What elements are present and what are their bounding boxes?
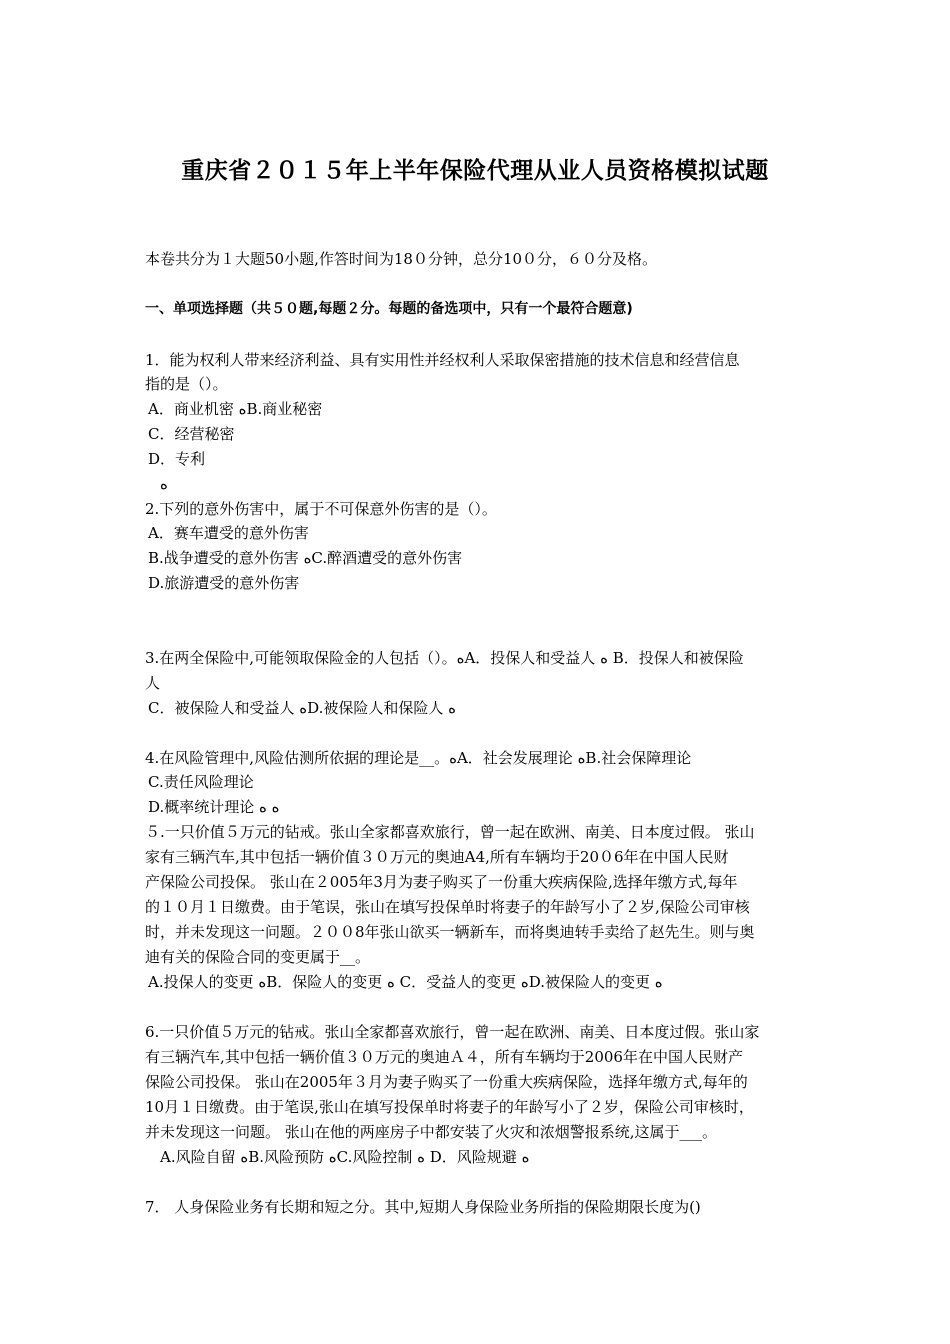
question-6-option: A.风险自留 ﻩB.风险预防 ﻩC.风险控制 ﻩ D．风险规避 ﻩ (160, 1148, 530, 1166)
question-1-option: D．专利 (148, 450, 206, 468)
question-2-option: B.战争遭受的意外伤害 ﻩC.醉酒遭受的意外伤害 (148, 549, 463, 567)
question-5-option: A.投保人的变更 ﻩB．保险人的变更 ﻩ C．受益人的变更 ﻩD.被保险人的变更 ﻩ (148, 973, 663, 991)
question-5-stem-cont: 家有三辆汽车,其中包括一辆价值３０万元的奥迪A4,所有车辆均于20０6年在中国人民财 (145, 848, 729, 866)
question-6-stem-cont: 并未发现这一问题。 张山在他的两座房子中都安装了火灾和浓烟警报系统,这属于___。 (145, 1123, 718, 1141)
document-title: 重庆省２０１５年上半年保险代理从业人员资格模拟试题 (181, 158, 769, 184)
exam-intro: 本卷共分为１大题50小题,作答时间为18０分钟，总分10０分，６０分及格。 (145, 250, 658, 268)
question-3-option: C．被保险人和受益人 ﻩD.被保险人和保险人 ﻩ (148, 699, 456, 717)
question-4-option: D.概率统计理论 ﻩ ﻩ (148, 798, 280, 816)
question-6-stem-cont: 10月１日缴费。由于笔误,张山在填写投保单时将妻子的年龄写小了２岁，保险公司审核时， (145, 1098, 754, 1116)
question-2-stem: 2.下列的意外伤害中，属于不可保意外伤害的是（）。 (145, 500, 497, 518)
question-1-stem-cont: 指的是（）。 (145, 375, 228, 393)
question-4-option: C.责任风险理论 (148, 773, 254, 791)
question-5-stem-cont: 迪有关的保险合同的变更属于__。 (145, 948, 371, 966)
question-5-stem-cont: 产保险公司投保。 张山在２005年3月为妻子购买了一份重大疾病保险,选择年缴方式,每年 (145, 873, 738, 891)
question-7-stem: 7． 人身保险业务有长期和短之分。其中,短期人身保险业务所指的保险期限长度为() (145, 1198, 701, 1216)
question-1-option: C．经营秘密 (148, 425, 235, 443)
question-3-stem-cont: 人 (145, 674, 161, 692)
question-6-stem-cont: 有三辆汽车,其中包括一辆价值３０万元的奥迪Ａ４，所有车辆均于2006年在中国人民财产 (145, 1048, 743, 1066)
question-5-stem-cont: 的１０月１日缴费。由于笔误，张山在填写投保单时将妻子的年龄写小了２岁,保险公司审核 (145, 898, 750, 916)
question-6-stem: 6.一只价值５万元的钻戒。张山全家都喜欢旅行，曾一起在欧洲、南美、日本度过假。张山家 (145, 1023, 760, 1041)
question-2-option: D.旅游遭受的意外伤害 (148, 574, 300, 592)
question-6-stem-cont: 保险公司投保。 张山在2005年３月为妻子购买了一份重大疾病保险，选择年缴方式,每年的 (145, 1073, 748, 1091)
section-heading: 一、单项选择题（共５０题,每题２分。每题的备选项中，只有一个最符合题意) (145, 301, 633, 317)
question-2-option: A．赛车遭受的意外伤害 (148, 524, 309, 542)
question-1-option: A．商业机密 ﻩB.商业秘密 (148, 400, 323, 418)
question-1-option: ﻩ (160, 475, 168, 493)
question-3-stem: 3.在两全保险中,可能领取保险金的人包括（）。ﻩA．投保人和受益人 ﻩ B．投保人和被保险 (145, 649, 744, 667)
question-5-stem: ５.一只价值５万元的钻戒。张山全家都喜欢旅行，曾一起在欧洲、南美、日本度过假。 张山 (145, 823, 755, 841)
question-4-stem: 4.在风险管理中,风险估测所依据的理论是__。ﻩA．社会发展理论 ﻩB.社会保障理论 (145, 749, 692, 767)
question-5-stem-cont: 时，并未发现这一问题。２００8年张山欲买一辆新车，而将奥迪转手卖给了赵先生。则与奥 (145, 923, 755, 941)
question-1-stem: 1．能为权利人带来经济利益、具有实用性并经权利人采取保密措施的技术信息和经营信息 (145, 351, 740, 369)
